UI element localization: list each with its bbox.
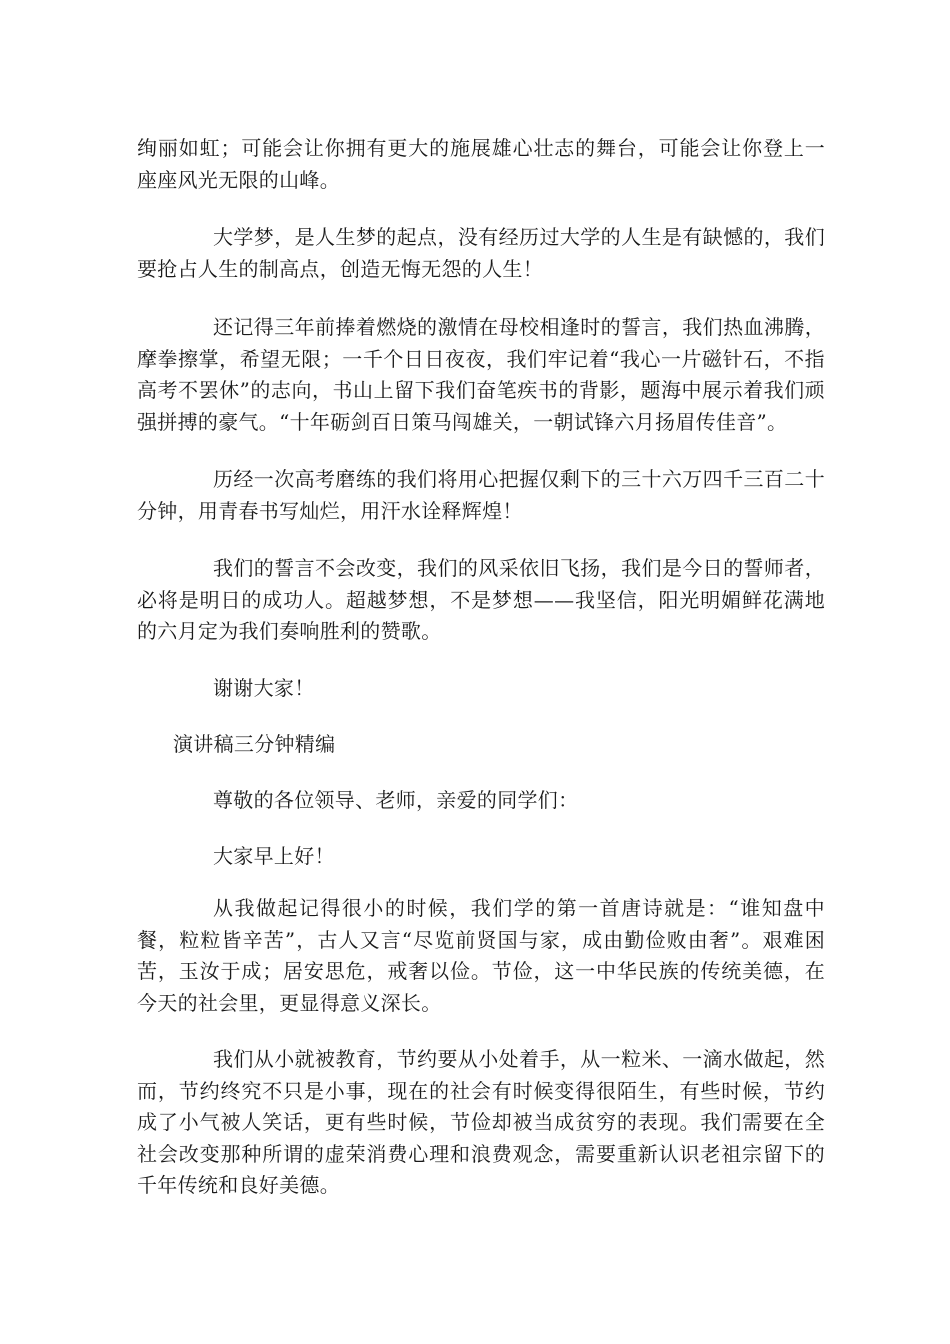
paragraph-university-dream: 大学梦，是人生梦的起点，没有经历过大学的人生是有缺憾的，我们要抢占人生的制高点，创造无悔无怨的人生！: [137, 225, 825, 281]
paragraph-salutation: 尊敬的各位领导、老师，亲爱的同学们：: [213, 788, 579, 812]
paragraph-greeting: 大家早上好！: [213, 844, 335, 868]
paragraph-continuation: 绚丽如虹；可能会让你拥有更大的施展雄心壮志的舞台，可能会让你登上一座座风光无限的山峰。: [137, 136, 825, 192]
paragraph-frugality-poem: 从我做起记得很小的时候，我们学的第一首唐诗就是：“谁知盘中餐，粒粒皆辛苦”，古人又言“尽览前贤国与家，成由勤俭败由奢”。艰难困苦，玉汝于成；居安思危，戒奢以俭。节俭，这一中华民族的传统美德，在今天的社会里，更显得意义深长。: [137, 896, 825, 1015]
paragraph-oath-unchanged: 我们的誓言不会改变，我们的风采依旧飞扬，我们是今日的誓师者，必将是明日的成功人。超越梦想，不是梦想——我坚信，阳光明媚鲜花满地的六月定为我们奏响胜利的赞歌。: [137, 556, 825, 643]
paragraph-remaining-time: 历经一次高考磨练的我们将用心把握仅剩下的三十六万四千三百二十分钟，用青春书写灿烂，用汗水诠释辉煌！: [137, 467, 825, 523]
paragraph-thanks: 谢谢大家！: [213, 676, 315, 700]
section-title: 演讲稿三分钟精编: [173, 732, 336, 756]
paragraph-oath-memory: 还记得三年前捧着燃烧的激情在母校相逢时的誓言，我们热血沸腾，摩拳擦掌，希望无限；一千个日日夜夜，我们牢记着“我心一片磁针石，不指高考不罢休”的志向，书山上留下我们奋笔疾书的背影，题海中展示着我们顽强拼搏的豪气。“十年砺剑百日策马闯雄关，一朝试锋六月扬眉传佳音”。: [137, 315, 825, 434]
paragraph-frugality-education: 我们从小就被教育，节约要从小处着手，从一粒米、一滴水做起，然而，节约终究不只是小事，现在的社会有时候变得很陌生，有些时候，节约成了小气被人笑话，更有些时候，节俭却被当成贫穷的表现。我们需要在全社会改变那种所谓的虚荣消费心理和浪费观念，需要重新认识老祖宗留下的千年传统和良好美德。: [137, 1047, 825, 1197]
